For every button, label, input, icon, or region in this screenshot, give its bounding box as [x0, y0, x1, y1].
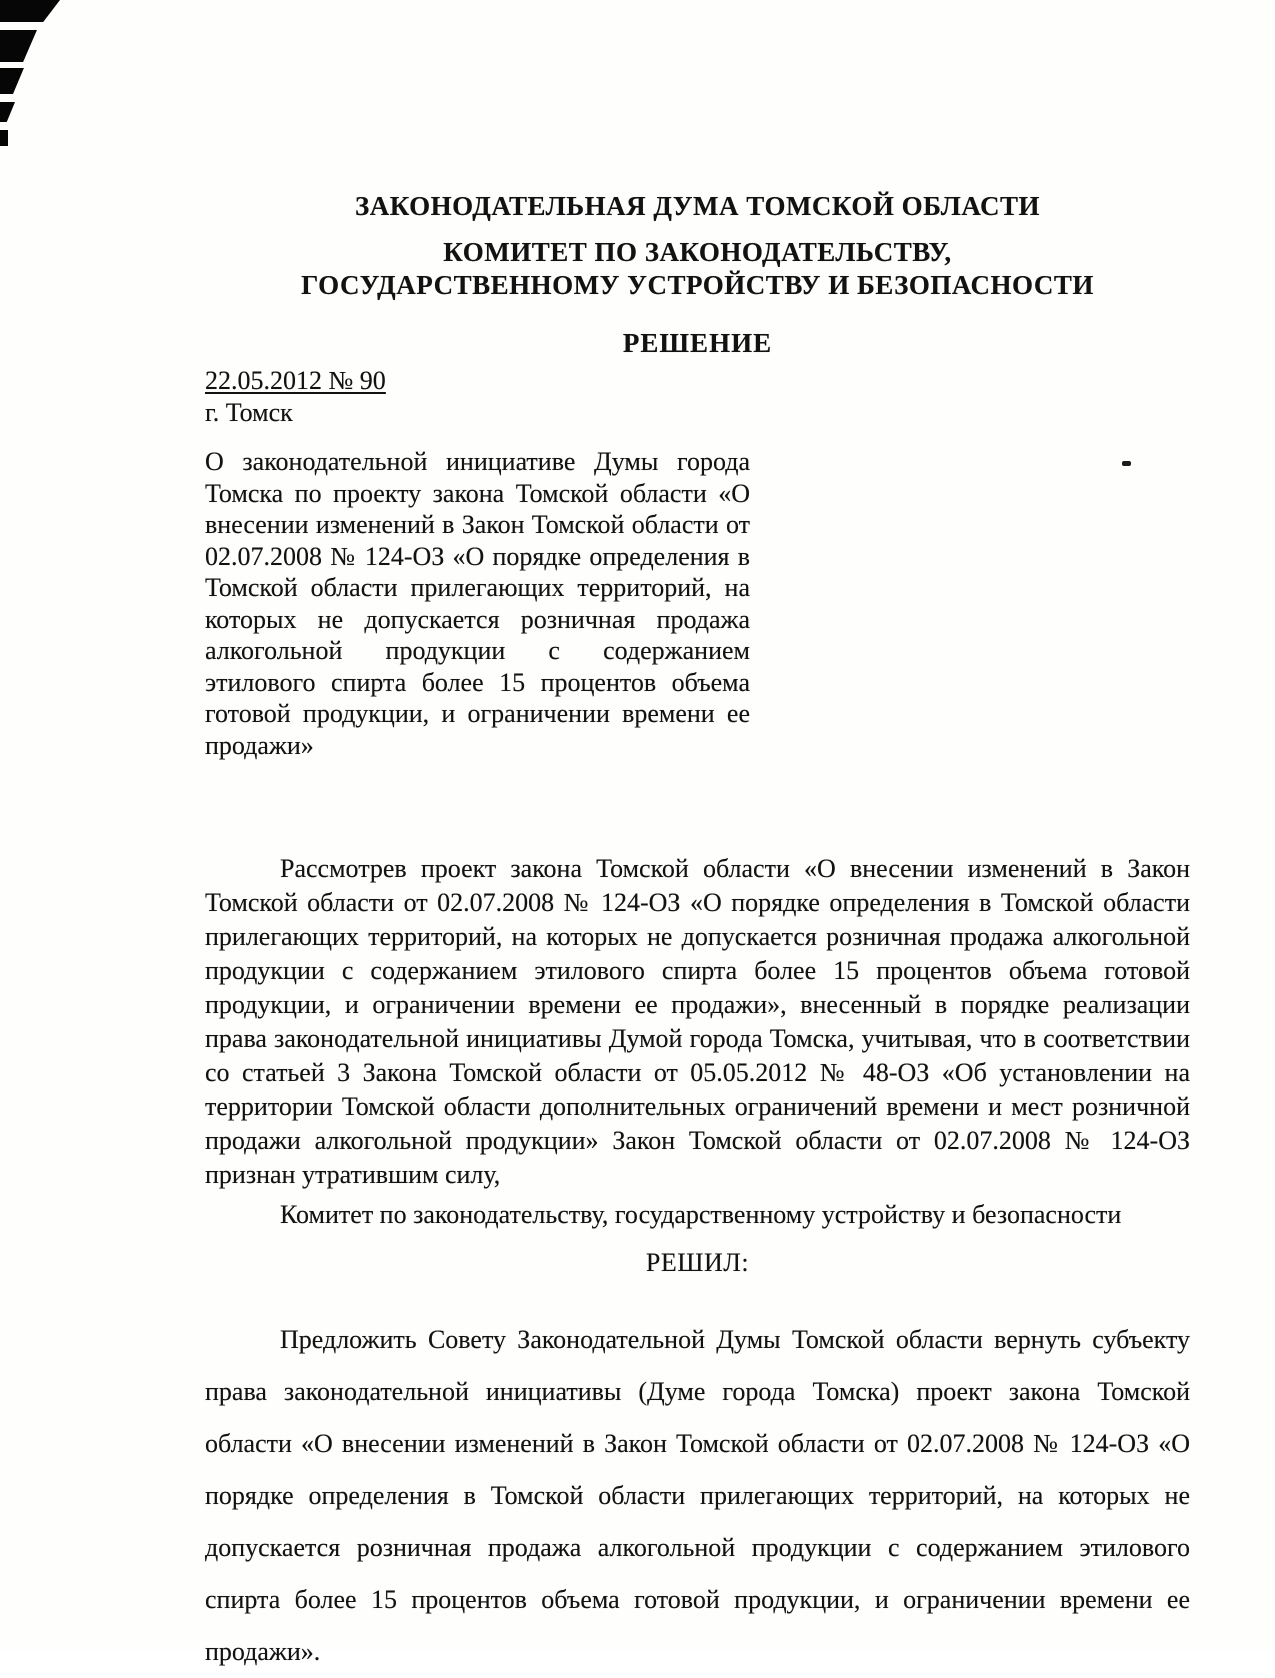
doc-type-heading: РЕШЕНИЕ [622, 328, 773, 358]
org-title-block [205, 236, 1190, 302]
scan-artifact [0, 68, 26, 94]
org-title-line2: КОМИТЕТ ПО ЗАКОНОДАТЕЛЬСТВУ, [443, 237, 952, 267]
org-title-line1: ЗАКОНОДАТЕЛЬНАЯ ДУМА ТОМСКОЙ ОБЛАСТИ [354, 191, 1041, 221]
committee-line: Комитет по законодательству, государственному устройству и безопасности [280, 1200, 1122, 1229]
doc-date-number: 22.05.2012 № 90 [205, 366, 386, 395]
scan-artifact [0, 0, 60, 22]
resolved-heading: РЕШИЛ: [645, 1248, 750, 1277]
ink-speck [1122, 461, 1131, 466]
scan-artifact [0, 102, 15, 122]
scan-artifact [0, 30, 42, 62]
considering-paragraph: Рассмотрев проект закона Томской области «О внесении изменений в Закон Томской области от 02.07.2008 № 124-ОЗ «О порядке определения в Томской области прилегающих территорий, на которых не допускается розничная продажа алкогольной продукции с содержанием этилового спирта более 15 процентов объема готовой продукции, и ограничении времени ее продажи», внесенный в порядке реализации права законодательной инициативы Думой города Томска, учитывая, что в соответствии со статьей 3 Закона Томской области от 05.05.2012 № 48-ОЗ «Об установлении на территории Томской области дополнительных ограничений времени и мест розничной продажи алкогольной продукции» Закон Томской области от 02.07.2008 № 124-ОЗ признан утратившим силу, [205, 854, 1190, 1189]
scan-artifact [0, 130, 8, 146]
doc-subject: О законодательной инициативе Думы города Томска по проекту закона Томской области «О внесении изменений в Закон Томской области от 02.07.2008 № 124-ОЗ «О порядке определения в Томской области прилегающих территорий, на которых не допускается розничная продажа алкогольной продукции с содержанием этилового спирта более 15 процентов объема готовой продукции, и ограничении времени ее продажи» [205, 447, 750, 760]
doc-city: г. Томск [205, 398, 293, 427]
resolution-paragraph: Предложить Совету Законодательной Думы Томской области вернуть субъекту права законодательной инициативы (Думе города Томска) проект закона Томской области «О внесении изменений в Закон Томской области от 02.07.2008 № 124-ОЗ «О порядке определения в Томской области прилегающих территорий, на которых не допускается розничная продажа алкогольной продукции с содержанием этилового спирта более 15 процентов объема готовой продукции, и ограничении времени ее продажи». [205, 1325, 1190, 1666]
org-title-line3: ГОСУДАРСТВЕННОМУ УСТРОЙСТВУ И БЕЗОПАСНОСТИ [301, 270, 1094, 300]
